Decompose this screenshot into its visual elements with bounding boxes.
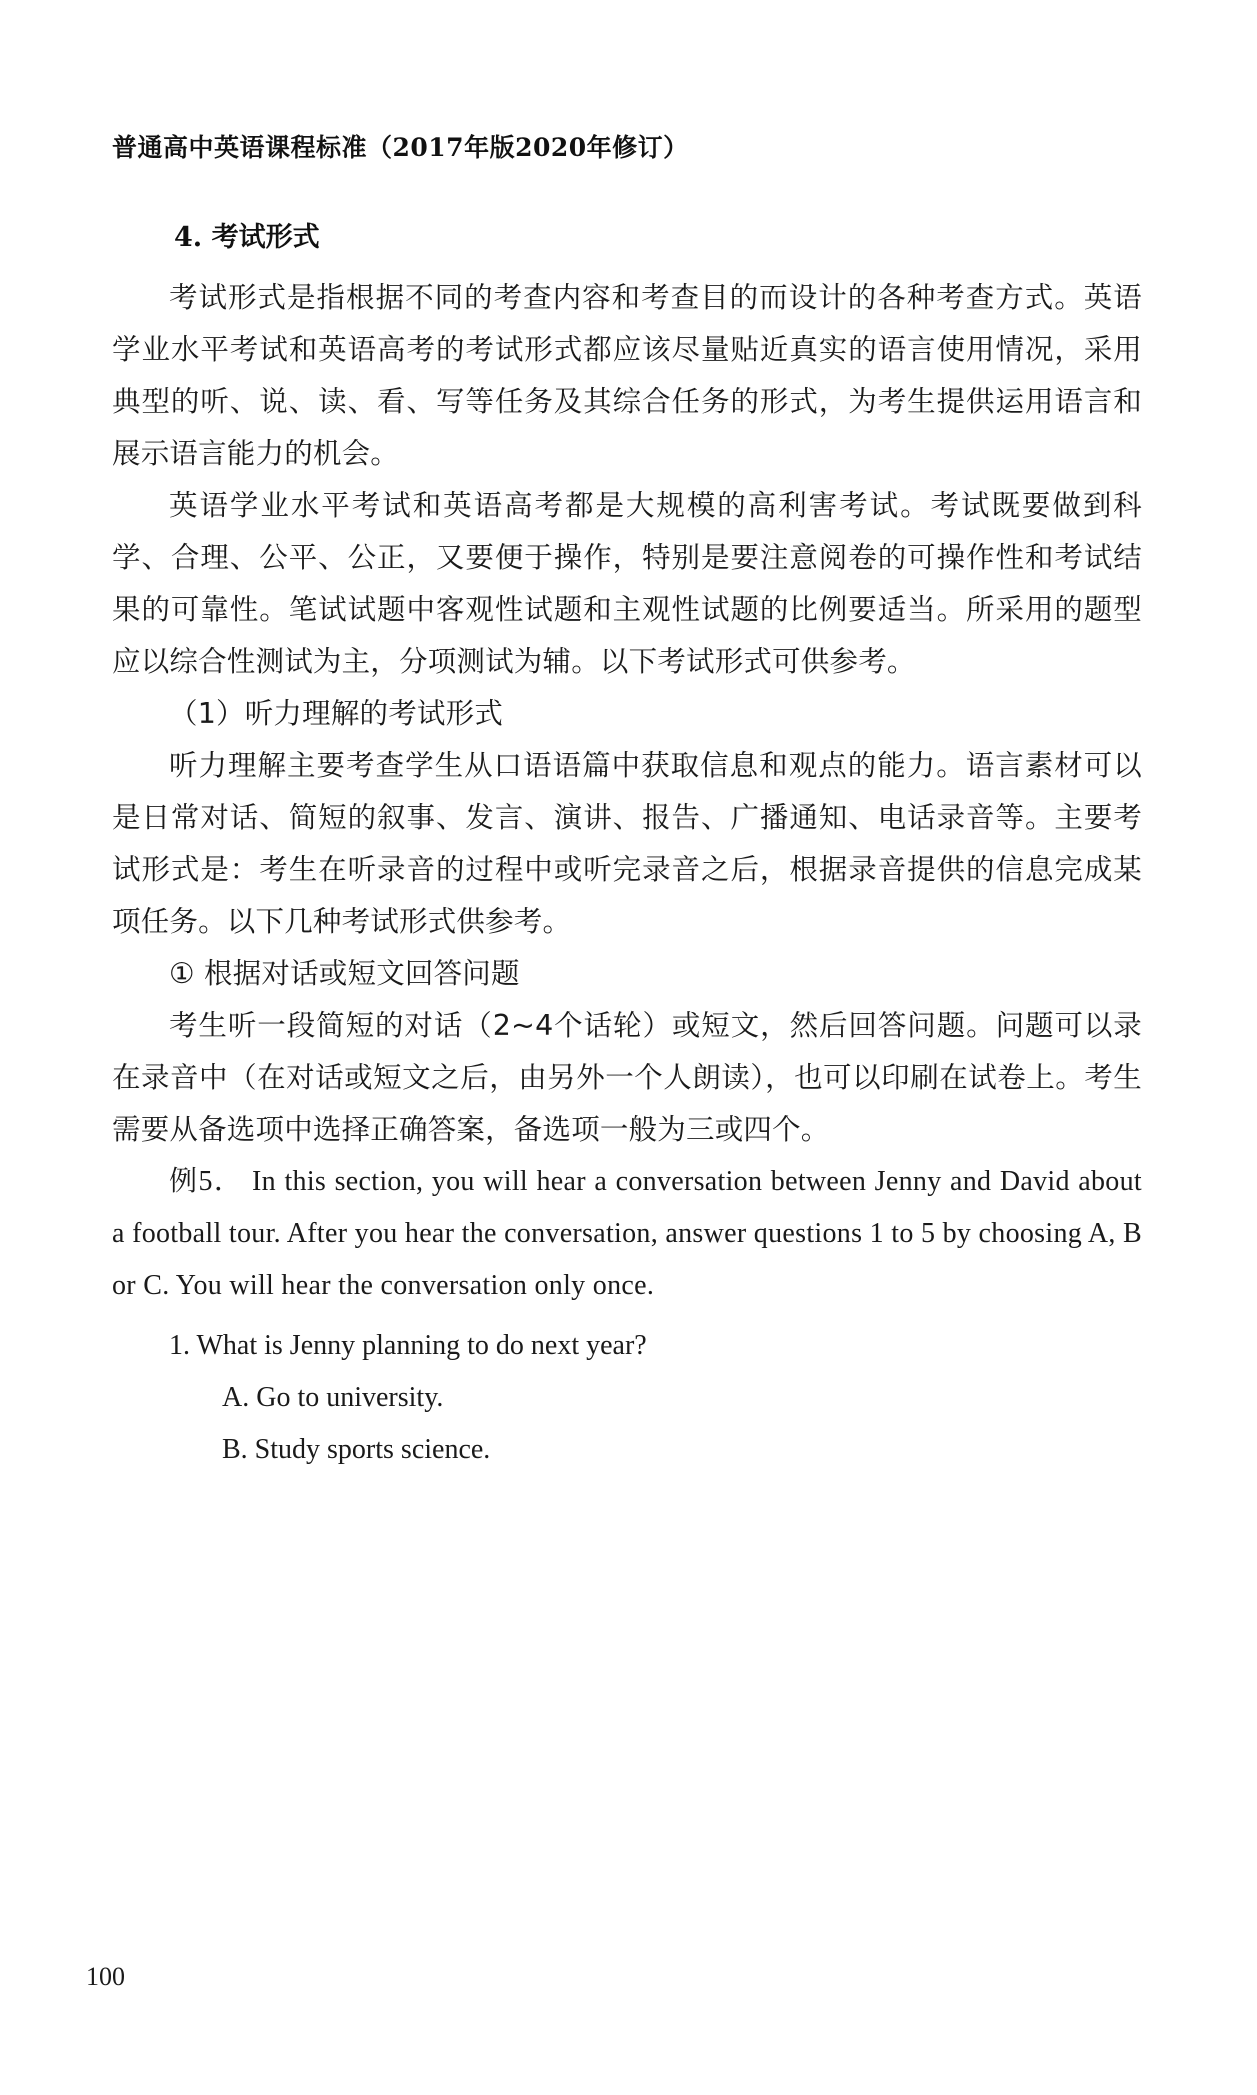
page-header: 普通高中英语课程标准（2017年版2020年修订） bbox=[112, 133, 689, 162]
paragraph-2: 英语学业水平考试和英语高考都是大规模的高利害考试。考试既要做到科学、合理、公平、公正，又要便于操作，特别是要注意阅卷的可操作性和考试结果的可靠性。笔试试题中客观性试题和主观性试题的比例要适当。所采用的题型应以综合性测试为主，分项测试为辅。以下考试形式可供参考。 bbox=[112, 489, 1142, 678]
paragraph-4: 听力理解主要考查学生从口语语篇中获取信息和观点的能力。语言素材可以是日常对话、简短的叙事、发言、演讲、报告、广播通知、电话录音等。主要考试形式是：考生在听录音的过程中或听完录音之后，根据录音提供的信息完成某项任务。以下几种考试形式供参考。 bbox=[112, 749, 1142, 938]
paragraph-1: 考试形式是指根据不同的考查内容和考查目的而设计的各种考查方式。英语学业水平考试和英语高考的考试形式都应该尽量贴近真实的语言使用情况，采用典型的听、说、读、看、写等任务及其综合任务的形式，为考生提供运用语言和展示语言能力的机会。 bbox=[112, 281, 1142, 470]
paragraph-6: 考生听一段简短的对话（2~4个话轮）或短文，然后回答问题。问题可以录在录音中（在对话或短文之后，由另外一个人朗读），也可以印刷在试卷上。考生需要从备选项中选择正确答案，备选项一般为三或四个。 bbox=[112, 1009, 1142, 1146]
section-title: 4. 考试形式 bbox=[174, 222, 320, 253]
question-1-option-a: A. Go to university. bbox=[222, 1382, 444, 1413]
page-number: 100 bbox=[86, 1962, 125, 1991]
question-1: 1. What is Jenny planning to do next year? bbox=[169, 1330, 647, 1361]
question-1-option-b: B. Study sports science. bbox=[222, 1434, 491, 1465]
item-heading-answer-questions: ① 根据对话或短文回答问题 bbox=[169, 957, 520, 990]
page-content bbox=[112, 215, 1142, 1476]
example-5-instructions: 例5． In this section, you will hear a conversation between Jenny and David about a football tour. After you hear the conversation, answer questions 1 to 5 by choosing A, B or C. You will hear the conversation only once. bbox=[112, 1166, 1142, 1301]
subsection-heading-listening: （1）听力理解的考试形式 bbox=[169, 697, 504, 730]
